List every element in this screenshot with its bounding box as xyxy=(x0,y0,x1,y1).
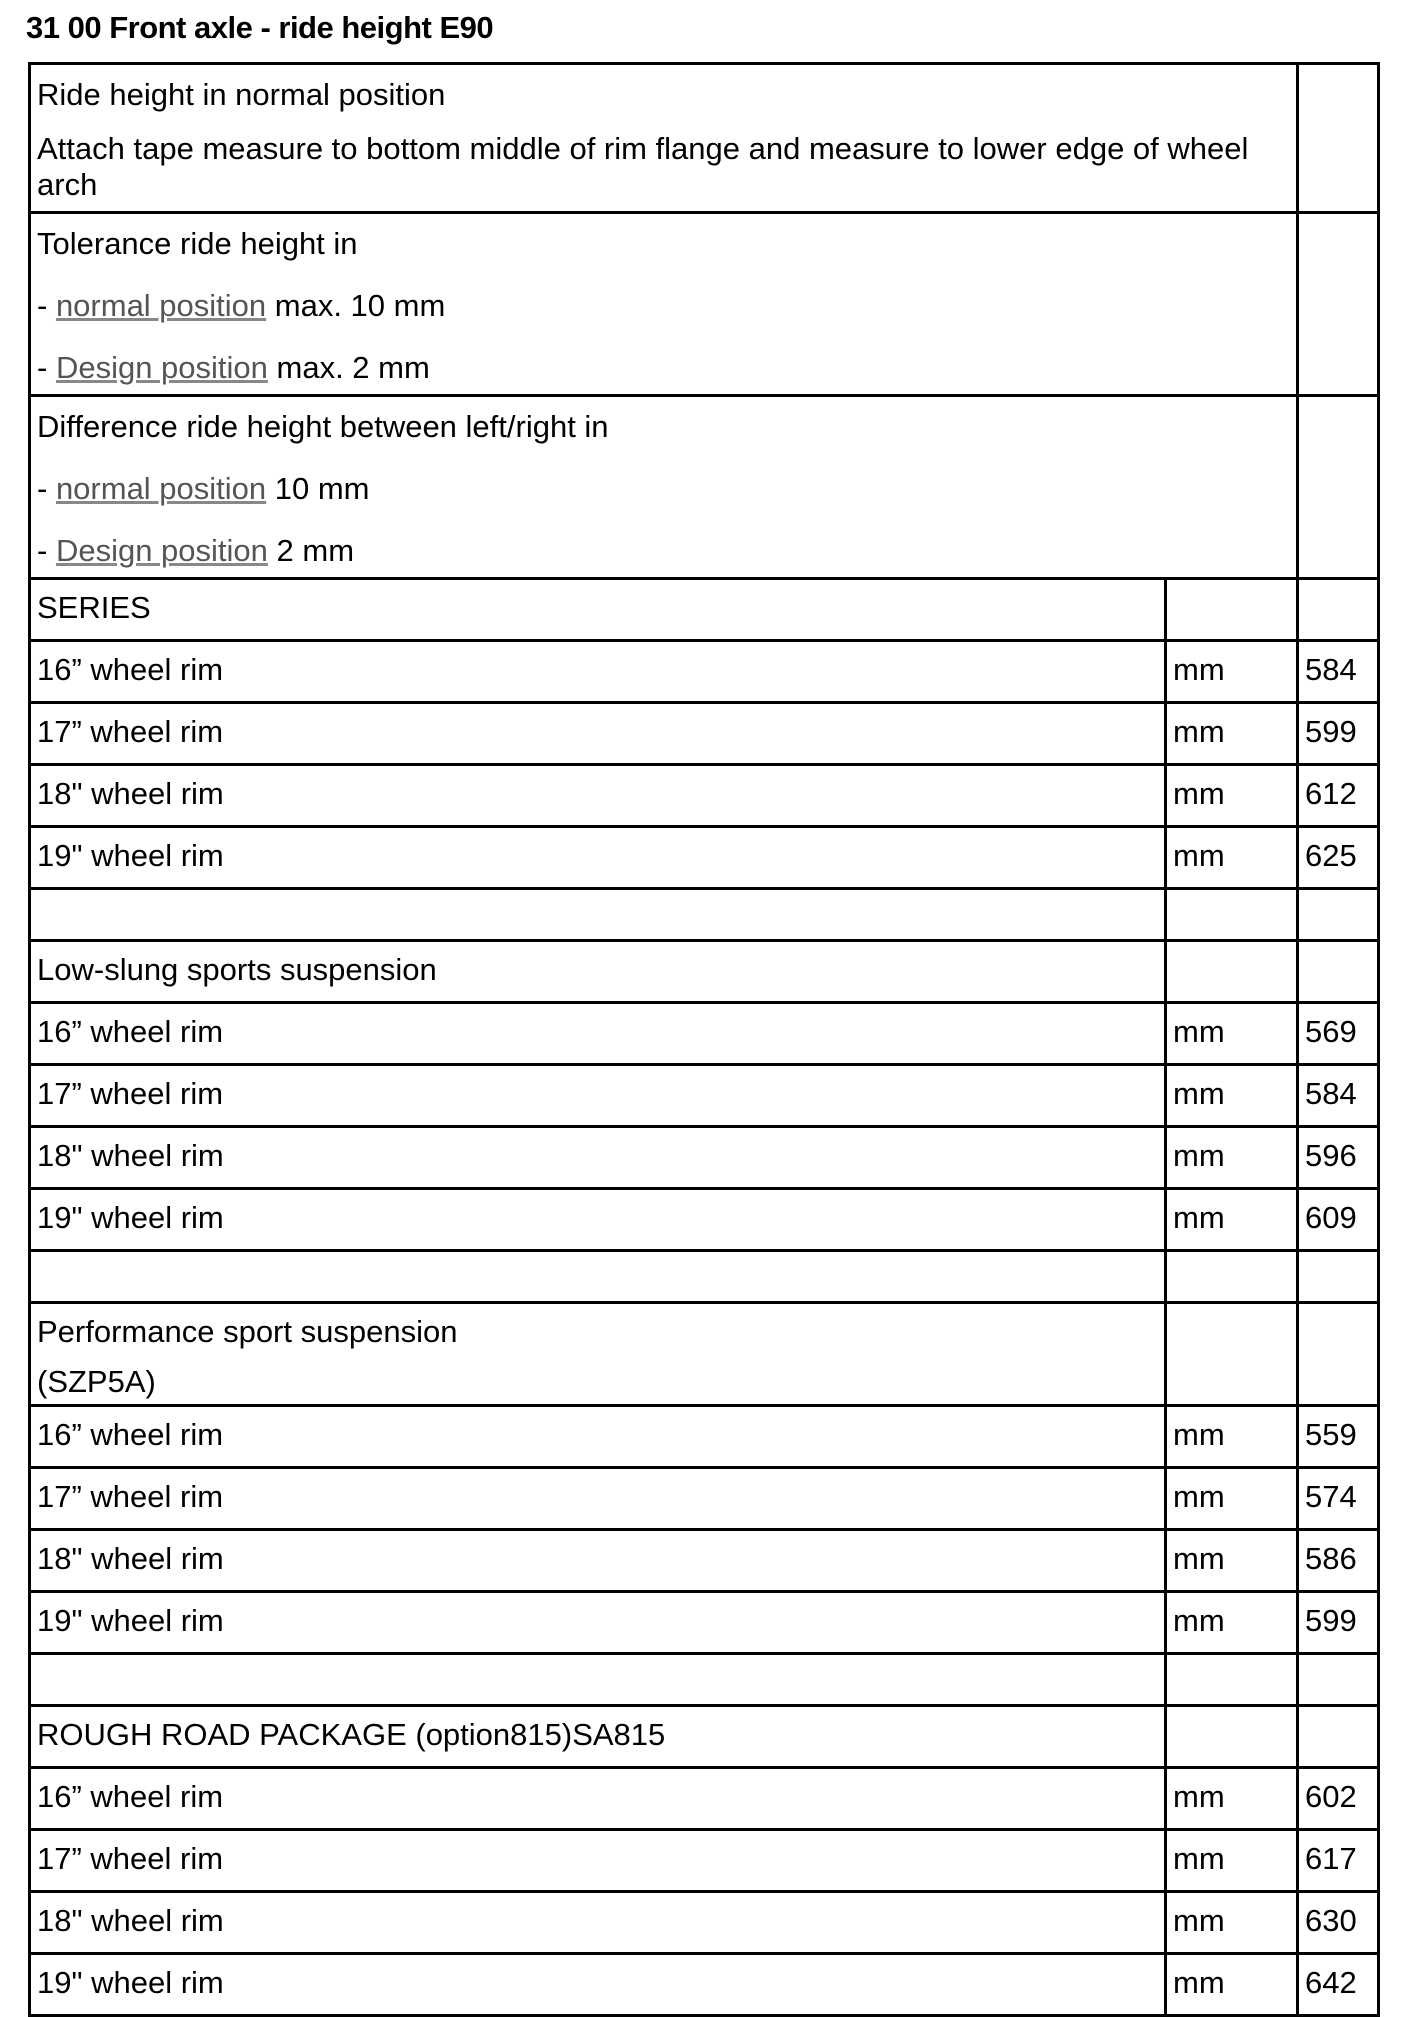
wheel-rim-label: 17” wheel rim xyxy=(30,703,1166,765)
normal-position-link[interactable]: normal position xyxy=(55,471,267,506)
difference-cell xyxy=(30,396,1298,579)
unit-cell: mm xyxy=(1166,1892,1298,1954)
unit-cell: mm xyxy=(1166,1003,1298,1065)
ride-height-value: 642 xyxy=(1298,1954,1379,2016)
ride-height-value: 586 xyxy=(1298,1530,1379,1592)
ride-height-value: 584 xyxy=(1298,1065,1379,1127)
wheel-rim-label: 19" wheel rim xyxy=(30,827,1166,889)
ride-height-value: 599 xyxy=(1298,703,1379,765)
section-heading-empty-cell xyxy=(1298,579,1379,641)
design-position-link[interactable]: Design position xyxy=(55,350,268,385)
spacer-cell xyxy=(30,889,1166,941)
section-heading-subtext: (SZP5A) xyxy=(37,1364,156,1399)
wheel-rim-label: 19" wheel rim xyxy=(30,1592,1166,1654)
spacer-cell xyxy=(1166,1654,1298,1706)
tolerance-value-cell xyxy=(1298,213,1379,396)
ride-height-value: 612 xyxy=(1298,765,1379,827)
wheel-rim-label: 16” wheel rim xyxy=(30,641,1166,703)
section-heading-text: Performance sport suspension xyxy=(37,1314,458,1349)
table-row xyxy=(30,827,1379,889)
ride-height-value: 569 xyxy=(1298,1003,1379,1065)
unit-cell: mm xyxy=(1166,1954,1298,2016)
wheel-rim-label: 16” wheel rim xyxy=(30,1768,1166,1830)
ride-height-value: 599 xyxy=(1298,1592,1379,1654)
dash: - xyxy=(37,350,56,385)
tolerance-row xyxy=(30,213,1379,396)
tolerance-cell xyxy=(30,213,1298,396)
table-row xyxy=(30,1127,1379,1189)
spacer-row xyxy=(30,1654,1379,1706)
difference-value-cell xyxy=(1298,396,1379,579)
spacer-cell xyxy=(30,1654,1166,1706)
section-heading xyxy=(30,579,1166,641)
page-title: 31 00 Front axle - ride height E90 xyxy=(26,10,494,45)
table-row xyxy=(30,703,1379,765)
section-heading-empty-cell xyxy=(1298,941,1379,1003)
spacer-cell xyxy=(1298,889,1379,941)
difference-normal-value: 10 mm xyxy=(266,471,370,506)
table-row xyxy=(30,1830,1379,1892)
intro-line-1: Ride height in normal position xyxy=(37,77,446,112)
table-row xyxy=(30,1468,1379,1530)
unit-cell: mm xyxy=(1166,1592,1298,1654)
ride-height-value: 559 xyxy=(1298,1406,1379,1468)
tolerance-heading: Tolerance ride height in xyxy=(37,226,358,261)
table-row xyxy=(30,1065,1379,1127)
table-row xyxy=(30,1189,1379,1251)
section-heading-empty-cell xyxy=(1166,1303,1298,1406)
ride-height-value: 617 xyxy=(1298,1830,1379,1892)
unit-cell: mm xyxy=(1166,1468,1298,1530)
table-row xyxy=(30,765,1379,827)
wheel-rim-label: 17” wheel rim xyxy=(30,1468,1166,1530)
table-row xyxy=(30,641,1379,703)
wheel-rim-label: 16” wheel rim xyxy=(30,1003,1166,1065)
dash: - xyxy=(37,471,56,506)
section-heading-text: Low-slung sports suspension xyxy=(37,952,437,987)
unit-cell: mm xyxy=(1166,703,1298,765)
unit-cell: mm xyxy=(1166,827,1298,889)
section-heading-empty-cell xyxy=(1166,941,1298,1003)
section-heading-text: ROUGH ROAD PACKAGE (option815)SA815 xyxy=(37,1717,666,1752)
ride-height-value: 584 xyxy=(1298,641,1379,703)
ride-height-value: 630 xyxy=(1298,1892,1379,1954)
wheel-rim-label: 18" wheel rim xyxy=(30,1127,1166,1189)
ride-height-value: 596 xyxy=(1298,1127,1379,1189)
spacer-cell xyxy=(1298,1654,1379,1706)
wheel-rim-label: 18" wheel rim xyxy=(30,1530,1166,1592)
tolerance-item-normal xyxy=(37,288,1288,324)
spacer-cell xyxy=(1298,1251,1379,1303)
difference-heading: Difference ride height between left/right in xyxy=(37,409,609,444)
unit-cell: mm xyxy=(1166,1830,1298,1892)
intro-cell xyxy=(30,64,1298,213)
spacer-cell xyxy=(1166,1251,1298,1303)
difference-item-normal xyxy=(37,471,1288,507)
unit-cell: mm xyxy=(1166,765,1298,827)
difference-design-value: 2 mm xyxy=(267,533,355,568)
design-position-link[interactable]: Design position xyxy=(55,533,268,568)
section-heading-row xyxy=(30,1303,1379,1406)
section-heading-row xyxy=(30,941,1379,1003)
section-heading-row xyxy=(30,579,1379,641)
wheel-rim-label: 19" wheel rim xyxy=(30,1954,1166,2016)
unit-cell: mm xyxy=(1166,1065,1298,1127)
intro-row xyxy=(30,64,1379,213)
section-heading-empty-cell xyxy=(1298,1303,1379,1406)
section-heading-empty-cell xyxy=(1166,579,1298,641)
section-heading-empty-cell xyxy=(1166,1706,1298,1768)
section-heading-row xyxy=(30,1706,1379,1768)
table-row xyxy=(30,1954,1379,2016)
wheel-rim-label: 17” wheel rim xyxy=(30,1065,1166,1127)
spacer-row xyxy=(30,1251,1379,1303)
dash: - xyxy=(37,533,56,568)
unit-cell: mm xyxy=(1166,1530,1298,1592)
table-row xyxy=(30,1892,1379,1954)
unit-cell: mm xyxy=(1166,1189,1298,1251)
ride-height-table xyxy=(28,62,1380,2017)
dash: - xyxy=(37,288,56,323)
unit-cell: mm xyxy=(1166,641,1298,703)
section-heading xyxy=(30,941,1166,1003)
wheel-rim-label: 19" wheel rim xyxy=(30,1189,1166,1251)
wheel-rim-label: 17” wheel rim xyxy=(30,1830,1166,1892)
spacer-cell xyxy=(30,1251,1166,1303)
wheel-rim-label: 18" wheel rim xyxy=(30,1892,1166,1954)
table-row xyxy=(30,1406,1379,1468)
ride-height-value: 609 xyxy=(1298,1189,1379,1251)
wheel-rim-label: 16” wheel rim xyxy=(30,1406,1166,1468)
wheel-rim-label: 18" wheel rim xyxy=(30,765,1166,827)
section-heading-empty-cell xyxy=(1298,1706,1379,1768)
tolerance-normal-value: max. 10 mm xyxy=(266,288,446,323)
section-heading-text: SERIES xyxy=(37,590,151,625)
section-heading xyxy=(30,1706,1166,1768)
table-row xyxy=(30,1592,1379,1654)
spacer-row xyxy=(30,889,1379,941)
table-row xyxy=(30,1768,1379,1830)
intro-line-2: Attach tape measure to bottom middle of rim flange and measure to lower edge of wheel arch xyxy=(37,131,1249,202)
ride-height-value: 602 xyxy=(1298,1768,1379,1830)
difference-row xyxy=(30,396,1379,579)
ride-height-value: 574 xyxy=(1298,1468,1379,1530)
unit-cell: mm xyxy=(1166,1127,1298,1189)
table-row xyxy=(30,1530,1379,1592)
ride-height-value: 625 xyxy=(1298,827,1379,889)
tolerance-item-design xyxy=(37,350,1288,386)
tolerance-design-value: max. 2 mm xyxy=(267,350,430,385)
intro-value-cell xyxy=(1298,64,1379,213)
table-row xyxy=(30,1003,1379,1065)
normal-position-link[interactable]: normal position xyxy=(55,288,267,323)
unit-cell: mm xyxy=(1166,1406,1298,1468)
difference-item-design xyxy=(37,533,1288,569)
unit-cell: mm xyxy=(1166,1768,1298,1830)
spacer-cell xyxy=(1166,889,1298,941)
section-heading xyxy=(30,1303,1166,1406)
